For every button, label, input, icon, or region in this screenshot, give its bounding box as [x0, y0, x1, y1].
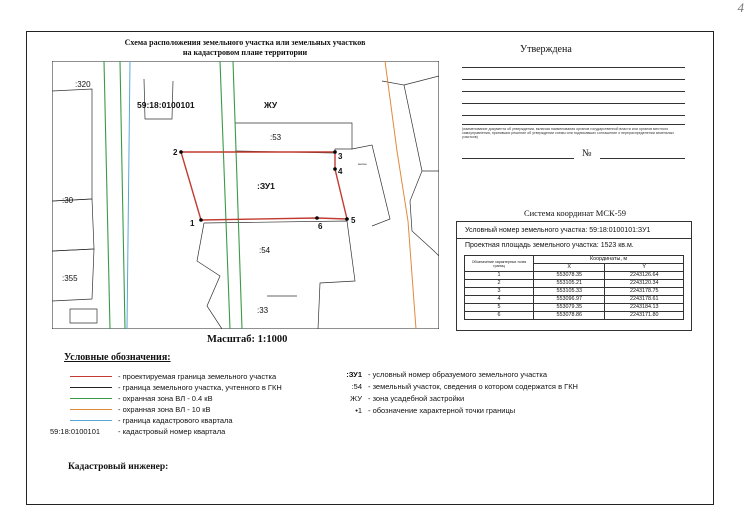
- cell-point: 4: [465, 296, 534, 304]
- parcel-label-355: :355: [62, 274, 78, 283]
- table-row: [465, 288, 684, 296]
- parcel-label-zu1: :ЗУ1: [257, 181, 275, 191]
- map-border: [52, 61, 439, 329]
- header-y: Y: [605, 264, 684, 272]
- approval-note: (наименование документа об утверждении, включая наименования органов государственной власти или органов местного самоуправления, принявших решение об утверждении схемы или подписавших соглашение о перераспределении земельных участков): [462, 127, 675, 140]
- cell-point: 6: [465, 312, 534, 320]
- approval-line: [462, 124, 685, 125]
- cell-y: 2243178.75: [605, 288, 684, 296]
- legend-text: - кадастровый номер квартала: [118, 427, 226, 436]
- point-2-marker: [179, 150, 183, 154]
- legend-key: ЖУ: [350, 394, 362, 403]
- approval-title: Утверждена: [520, 44, 572, 55]
- legend-key: :ЗУ1: [346, 370, 362, 379]
- table-row: [465, 312, 684, 320]
- cell-x: 553096.97: [534, 296, 605, 304]
- approval-line: [462, 67, 685, 68]
- legend-key: •1: [355, 406, 362, 415]
- legend-line-red: [70, 376, 112, 377]
- point-1-marker: [199, 218, 203, 222]
- approval-line: [462, 103, 685, 104]
- header-x: X: [534, 264, 605, 272]
- approval-line: [462, 79, 685, 80]
- map-title: [80, 38, 410, 58]
- legend-text: - граница земельного участка, учтенного в ГКН: [118, 383, 282, 392]
- legend-text: - охранная зона ВЛ - 0.4 кВ: [118, 394, 213, 403]
- tiny-map-label: жилое: [358, 162, 367, 166]
- cell-x: 553078.35: [534, 272, 605, 280]
- legend-text: - обозначение характерной точки границы: [368, 406, 516, 415]
- point-label-4: 4: [338, 167, 343, 176]
- cell-point: 1: [465, 272, 534, 280]
- point-label-1: 1: [190, 219, 195, 228]
- cell-y: 2243126.64: [605, 272, 684, 280]
- cell-point: 2: [465, 280, 534, 288]
- zone-label: ЖУ: [264, 100, 278, 110]
- table-row: [465, 280, 684, 288]
- approval-number-sign: №: [582, 148, 592, 159]
- cadastral-map: [52, 61, 439, 329]
- point-label-3: 3: [338, 152, 343, 161]
- header-point: Обозначение характерных точек границ: [465, 256, 534, 272]
- cell-y: 2243184.13: [605, 304, 684, 312]
- parcel-label-53: :53: [270, 133, 282, 142]
- point-label-5: 5: [351, 216, 356, 225]
- table-header-row: [465, 256, 684, 264]
- legend-line-black: [70, 387, 112, 388]
- point-4-marker: [333, 167, 337, 171]
- map-title-line1: Схема расположения земельного участка или земельных участков: [124, 38, 366, 47]
- page-number: 4: [737, 0, 744, 15]
- cell-x: 553078.86: [534, 312, 605, 320]
- point-label-6: 6: [318, 222, 323, 231]
- coordinate-system-title: Система координат МСК-59: [523, 208, 627, 218]
- quarter-number-label: 59:18:0100101: [137, 100, 195, 110]
- coordinates-table: [464, 255, 684, 320]
- point-3-marker: [333, 150, 337, 154]
- approval-line: [462, 91, 685, 92]
- cell-point: 5: [465, 304, 534, 312]
- parcel-label-320: :320: [75, 80, 91, 89]
- point-6-marker: [315, 216, 319, 220]
- legend-line-orange: [70, 409, 112, 410]
- cell-point: 3: [465, 288, 534, 296]
- legend-line-green: [70, 398, 112, 399]
- approval-date-line: [462, 158, 574, 159]
- conditional-number: Условный номер земельного участка: 59:18:0100101:ЗУ1: [465, 227, 651, 234]
- legend-text: - земельный участок, сведения о котором содержатся в ГКН: [368, 382, 578, 391]
- legend-text: - условный номер образуемого земельного участка: [368, 370, 548, 379]
- scale-label: Масштаб: 1:1000: [207, 334, 288, 345]
- map-title-line2: на кадастровом плане территории: [182, 48, 308, 57]
- legend-key: :54: [351, 382, 362, 391]
- cell-y: 2243171.80: [605, 312, 684, 320]
- legend-line-blue: [70, 420, 112, 421]
- cell-x: 553079.35: [534, 304, 605, 312]
- project-area: Проектная площадь земельного участка: 1523 кв.м.: [465, 242, 634, 249]
- cell-y: 2243178.61: [605, 296, 684, 304]
- table-row: [465, 296, 684, 304]
- approval-number-line: [600, 158, 685, 159]
- cell-x: 553105.33: [534, 288, 605, 296]
- parcel-label-30: :30: [62, 196, 74, 205]
- parcel-label-54: :54: [259, 246, 271, 255]
- cadastral-engineer-label: Кадастровый инженер:: [68, 462, 169, 472]
- legend-text: - охранная зона ВЛ - 10 кВ: [118, 405, 211, 414]
- header-coords: Координаты, м: [534, 256, 684, 264]
- point-5-marker: [345, 217, 349, 221]
- legend-title: Условные обозначения:: [64, 352, 171, 363]
- point-label-2: 2: [173, 148, 178, 157]
- legend-text: - граница кадастрового квартала: [118, 416, 233, 425]
- cell-y: 2243120.34: [605, 280, 684, 288]
- table-row: [465, 272, 684, 280]
- parcel-label-33: :33: [257, 306, 269, 315]
- approval-line: [462, 115, 685, 116]
- legend-text: - проектируемая граница земельного участка: [118, 372, 277, 381]
- legend-text: - зона усадебной застройки: [368, 394, 465, 403]
- table-row: [465, 304, 684, 312]
- legend-key: 59:18:0100101: [50, 427, 101, 436]
- cell-x: 553105.21: [534, 280, 605, 288]
- coordinates-box: [456, 221, 692, 331]
